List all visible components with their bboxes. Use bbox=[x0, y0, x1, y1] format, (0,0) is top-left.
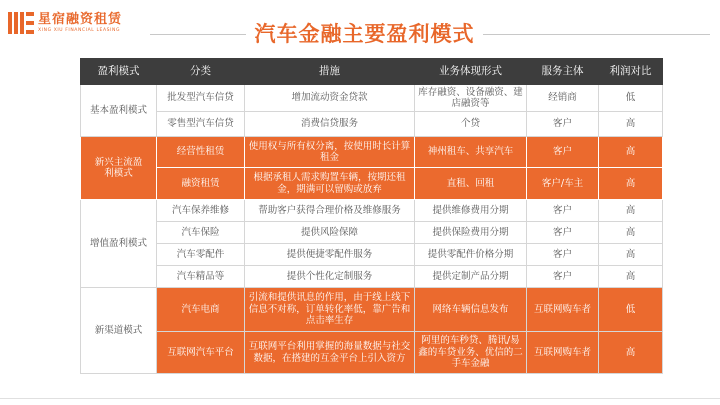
form-cell: 直租、回租 bbox=[415, 168, 527, 200]
category-cell: 汽车保养维修 bbox=[157, 200, 245, 222]
header-cell: 措施 bbox=[245, 59, 415, 85]
profit-cell: 高 bbox=[599, 244, 663, 266]
table-row bbox=[81, 222, 663, 244]
page-title: 汽车金融主要盈利模式 bbox=[254, 22, 475, 46]
header-cell: 分类 bbox=[157, 59, 245, 85]
subject-cell: 互联网购车者 bbox=[527, 288, 599, 332]
title-rule-left bbox=[150, 34, 246, 35]
profit-cell: 高 bbox=[599, 200, 663, 222]
subject-cell: 客户 bbox=[527, 222, 599, 244]
profit-cell: 高 bbox=[599, 266, 663, 288]
table-row bbox=[81, 266, 663, 288]
brand-name-cn: 星宿融资租赁 bbox=[38, 12, 123, 27]
subject-cell: 客户 bbox=[527, 200, 599, 222]
brand-name-en: XING XIU FINANCIAL LEASING bbox=[38, 28, 121, 33]
table-row bbox=[81, 200, 663, 222]
subject-cell: 客户 bbox=[527, 244, 599, 266]
form-cell: 个贷 bbox=[415, 112, 527, 137]
measure-cell: 提供便捷零配件服务 bbox=[245, 244, 415, 266]
measure-cell: 根据承租人需求购置车辆，按期还租金，期满可以留购或放弃 bbox=[245, 168, 415, 200]
profit-cell: 低 bbox=[599, 85, 663, 112]
profit-model-table bbox=[80, 58, 663, 374]
table-row bbox=[81, 137, 663, 168]
subject-cell: 客户 bbox=[527, 137, 599, 168]
category-cell: 汽车电商 bbox=[157, 288, 245, 332]
group-name: 新渠道模式 bbox=[81, 288, 157, 374]
brand-logo bbox=[8, 12, 122, 42]
table-row bbox=[81, 85, 663, 112]
group-name: 基本盈利模式 bbox=[81, 85, 157, 137]
form-cell: 阿里的车秒贷、腾讯/易鑫的车贷业务、优信的二手车金融 bbox=[415, 332, 527, 374]
subject-cell: 互联网购车者 bbox=[527, 332, 599, 374]
measure-cell: 提供个性化定制服务 bbox=[245, 266, 415, 288]
profit-cell: 高 bbox=[599, 222, 663, 244]
form-cell: 库存融资、设备融资、建店融资等 bbox=[415, 85, 527, 112]
form-cell: 神州租车、共享汽车 bbox=[415, 137, 527, 168]
profit-cell: 高 bbox=[599, 137, 663, 168]
profit-cell: 低 bbox=[599, 288, 663, 332]
form-cell: 提供维修费用分期 bbox=[415, 200, 527, 222]
category-cell: 汽车零配件 bbox=[157, 244, 245, 266]
category-cell: 互联网汽车平台 bbox=[157, 332, 245, 374]
category-cell: 汽车保险 bbox=[157, 222, 245, 244]
header-cell: 业务体现形式 bbox=[415, 59, 527, 85]
table-row bbox=[81, 168, 663, 200]
category-cell: 零售型汽车信贷 bbox=[157, 112, 245, 137]
category-cell: 融资租赁 bbox=[157, 168, 245, 200]
measure-cell: 互联网平台利用掌握的海量数据与社交数据，在搭建的互金平台上引入资方 bbox=[245, 332, 415, 374]
header-cell: 盈利模式 bbox=[81, 59, 157, 85]
table-header-row bbox=[81, 59, 663, 85]
profit-cell: 高 bbox=[599, 332, 663, 374]
measure-cell: 消费信贷服务 bbox=[245, 112, 415, 137]
table-row bbox=[81, 332, 663, 374]
form-cell: 网络车辆信息发布 bbox=[415, 288, 527, 332]
subject-cell: 客户 bbox=[527, 266, 599, 288]
subject-cell: 客户 bbox=[527, 112, 599, 137]
group-name-text: 新兴主流盈利模式 bbox=[94, 156, 143, 179]
category-cell: 批发型汽车信贷 bbox=[157, 85, 245, 112]
form-cell: 提供保险费用分期 bbox=[415, 222, 527, 244]
profit-cell: 高 bbox=[599, 168, 663, 200]
measure-cell: 增加流动资金贷款 bbox=[245, 85, 415, 112]
table-row bbox=[81, 288, 663, 332]
measure-cell: 使用权与所有权分离，按使用时长计算租金 bbox=[245, 137, 415, 168]
table-row bbox=[81, 244, 663, 266]
measure-cell: 引流和提供讯息的作用，由于线上线下信息不对称，订单转化率低，靠广告和点击率生存 bbox=[245, 288, 415, 332]
profit-cell: 高 bbox=[599, 112, 663, 137]
header-cell: 利润对比 bbox=[599, 59, 663, 85]
subject-cell: 经销商 bbox=[527, 85, 599, 112]
group-name: 增值盈利模式 bbox=[81, 200, 157, 288]
category-cell: 汽车精品等 bbox=[157, 266, 245, 288]
form-cell: 提供零配件价格分期 bbox=[415, 244, 527, 266]
measure-cell: 提供风险保障 bbox=[245, 222, 415, 244]
title-rule-right bbox=[483, 34, 710, 35]
subject-cell: 客户/车主 bbox=[527, 168, 599, 200]
measure-cell: 帮助客户获得合理价格及维修服务 bbox=[245, 200, 415, 222]
header-cell: 服务主体 bbox=[527, 59, 599, 85]
logo-mark-icon bbox=[8, 12, 34, 34]
bottom-rule bbox=[0, 398, 720, 399]
group-name bbox=[81, 137, 157, 200]
category-cell: 经营性租赁 bbox=[157, 137, 245, 168]
table-row bbox=[81, 112, 663, 137]
form-cell: 提供定制产品分期 bbox=[415, 266, 527, 288]
